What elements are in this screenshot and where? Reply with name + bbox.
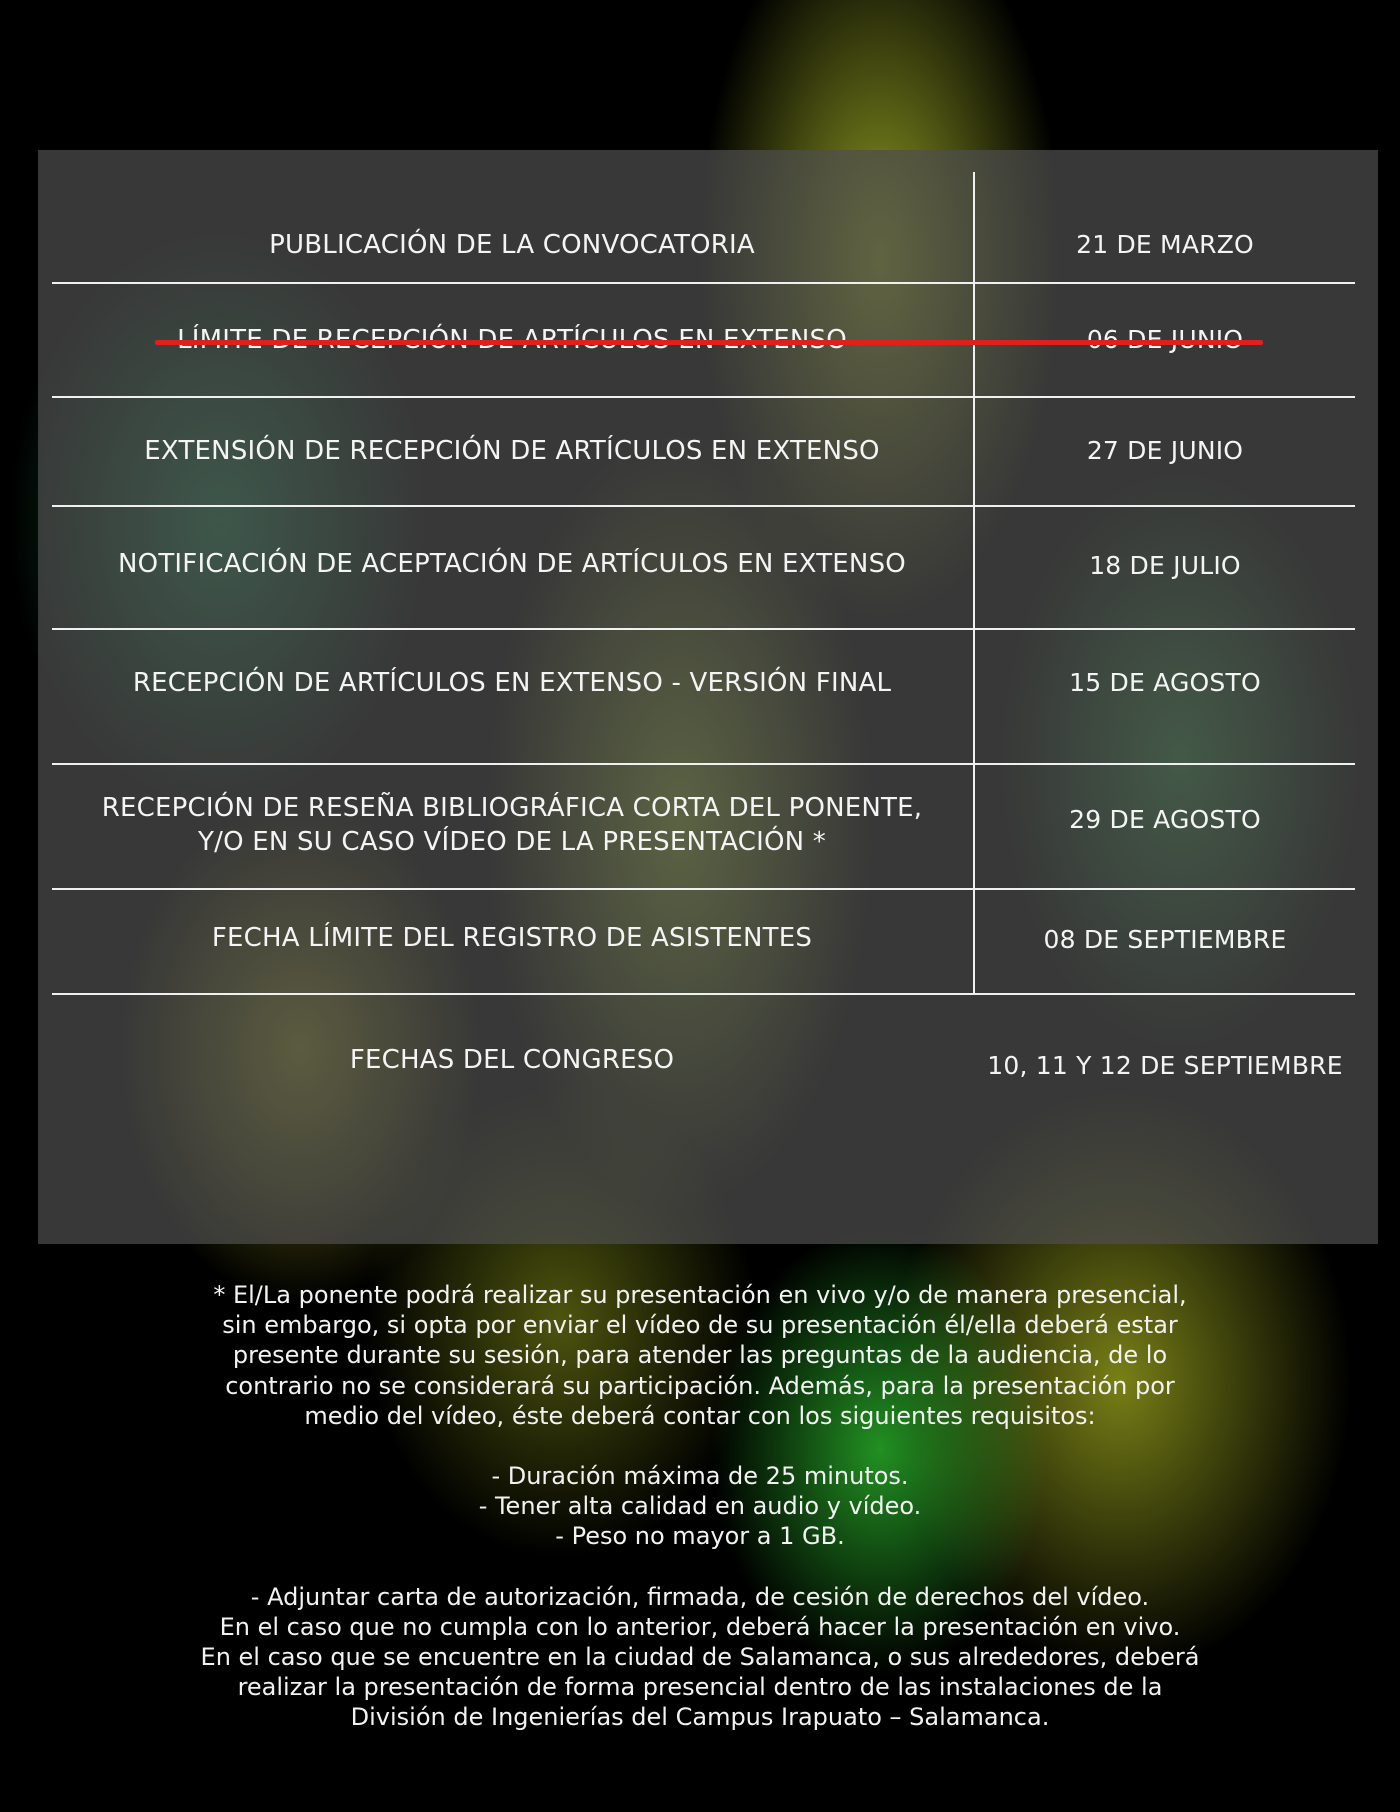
row-divider <box>52 396 1355 398</box>
footnote-line: presente durante su sesión, para atender las preguntas de la audiencia, de lo <box>232 1341 1168 1370</box>
event-fechas-congreso: FECHAS DEL CONGRESO <box>349 1045 675 1075</box>
closing-line: División de Ingenierías del Campus Irapuato – Salamanca. <box>350 1703 1050 1732</box>
event-version-final: RECEPCIÓN DE ARTÍCULOS EN EXTENSO - VERSIÓN FINAL <box>132 668 892 698</box>
date-convocatoria: 21 DE MARZO <box>1076 230 1254 259</box>
closing-line: En el caso que no cumpla con lo anterior, deberá hacer la presentación en vivo. <box>219 1612 1181 1641</box>
event-resena-bibliografica <box>52 770 972 880</box>
strikethrough-line <box>155 340 1263 345</box>
footnote-line: contrario no se considerará su participación. Además, para la presentación por <box>225 1371 1175 1400</box>
footnote <box>120 1280 1280 1733</box>
spacer <box>120 1431 1280 1461</box>
event-convocatoria: PUBLICACIÓN DE LA CONVOCATORIA <box>269 230 755 260</box>
event-extension-recepcion: EXTENSIÓN DE RECEPCIÓN DE ARTÍCULOS EN EXTENSO <box>144 436 880 466</box>
event-resena-line1: RECEPCIÓN DE RESEÑA BIBLIOGRÁFICA CORTA DEL PONENTE, <box>101 793 923 823</box>
requirement-item: - Peso no mayor a 1 GB. <box>555 1522 845 1551</box>
requirement-item: - Duración máxima de 25 minutos. <box>491 1462 909 1491</box>
event-notificacion: NOTIFICACIÓN DE ACEPTACIÓN DE ARTÍCULOS EN EXTENSO <box>118 549 906 579</box>
date-fechas-congreso: 10, 11 Y 12 DE SEPTIEMBRE <box>987 1051 1343 1080</box>
date-registro-asistentes: 08 DE SEPTIEMBRE <box>1043 925 1287 954</box>
row-divider <box>52 505 1355 507</box>
event-registro-asistentes: FECHA LÍMITE DEL REGISTRO DE ASISTENTES <box>211 923 813 953</box>
closing-line: realizar la presentación de forma presencial dentro de las instalaciones de la <box>237 1673 1163 1702</box>
requirement-item: - Tener alta calidad en audio y vídeo. <box>478 1492 922 1521</box>
date-extension-recepcion: 27 DE JUNIO <box>1086 436 1244 465</box>
event-resena-line2: Y/O EN SU CASO VÍDEO DE LA PRESENTACIÓN * <box>198 827 826 857</box>
closing-line: En el caso que se encuentre en la ciudad de Salamanca, o sus alrededores, deberá <box>200 1643 1200 1672</box>
date-version-final: 15 DE AGOSTO <box>1069 668 1261 697</box>
date-resena-bibliografica: 29 DE AGOSTO <box>1069 805 1261 834</box>
date-notificacion: 18 DE JULIO <box>1089 551 1241 580</box>
row-divider <box>52 888 1355 890</box>
row-divider <box>52 628 1355 630</box>
footnote-line: * El/La ponente podrá realizar su presentación en vivo y/o de manera presencial, <box>213 1281 1187 1309</box>
row-divider <box>52 993 1355 995</box>
footnote-line: sin embargo, si opta por enviar el vídeo de su presentación él/ella deberá estar <box>222 1311 1178 1340</box>
footnote-line: medio del vídeo, éste deberá contar con los siguientes requisitos: <box>304 1401 1096 1430</box>
spacer <box>120 1552 1280 1582</box>
row-divider <box>52 763 1355 765</box>
closing-line: - Adjuntar carta de autorización, firmada, de cesión de derechos del vídeo. <box>250 1582 1150 1611</box>
